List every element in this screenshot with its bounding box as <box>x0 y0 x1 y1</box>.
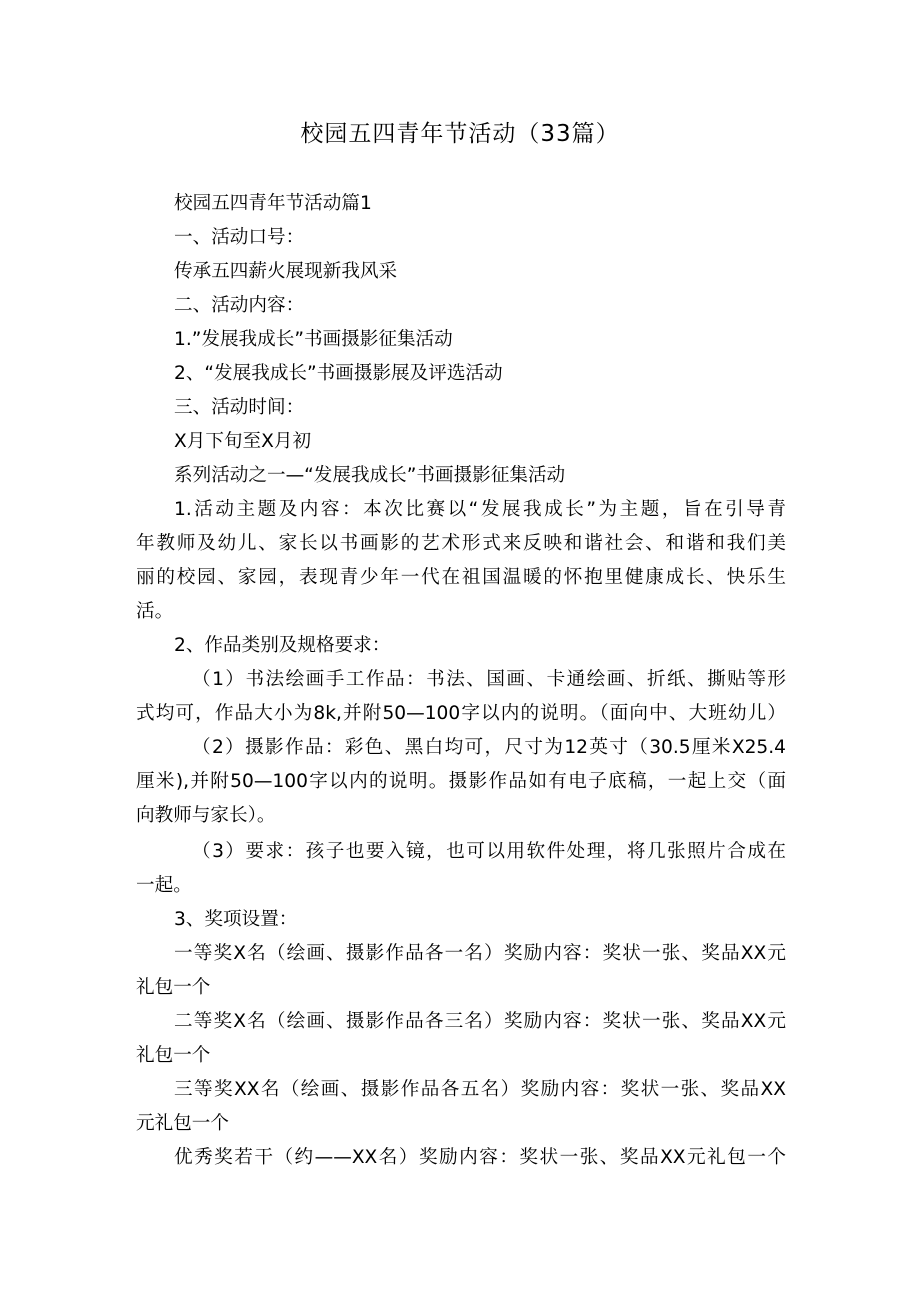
paragraph-line: 2、作品类别及规格要求： <box>174 635 391 656</box>
paragraph-line: 一等奖X名（绘画、摄影作品各一名）奖励内容：奖状一张、奖品XX元 <box>174 943 786 964</box>
paragraph-line: 1.活动主题及内容：本次比赛以“发展我成长”为主题，旨在引导青 <box>174 499 786 520</box>
paragraph-line: 二等奖X名（绘画、摄影作品各三名）奖励内容：奖状一张、奖品XX元 <box>174 1011 786 1032</box>
paragraph-line: 系列活动之一—“发展我成长”书画摄影征集活动 <box>174 465 566 486</box>
paragraph-line: 式均可，作品大小为8k,并附50—100字以内的说明。（面向中、大班幼儿） <box>136 703 786 724</box>
paragraph-line: 3、奖项设置： <box>174 909 298 930</box>
paragraph-line: 丽的校园、家园，表现青少年一代在祖国温暖的怀抱里健康成长、快乐生 <box>136 567 786 588</box>
paragraph-line: 厘米),并附50—100字以内的说明。摄影作品如有电子底稿，一起上交（面 <box>136 771 786 792</box>
paragraph-line: （1）书法绘画手工作品：书法、国画、卡通绘画、折纸、撕贴等形 <box>192 669 786 690</box>
paragraph-line: 活。 <box>136 601 174 622</box>
paragraph-line: 元礼包一个 <box>136 1113 229 1134</box>
paragraph-line: 二、活动内容： <box>174 295 305 316</box>
paragraph-line: 三等奖XX名（绘画、摄影作品各五名）奖励内容：奖状一张、奖品XX <box>174 1079 786 1100</box>
paragraph-line: 优秀奖若干（约——XX名）奖励内容：奖状一张、奖品XX元礼包一个 <box>174 1147 786 1168</box>
paragraph-line: 1.”发展我成长”书画摄影征集活动 <box>174 329 453 350</box>
paragraph-line: 年教师及幼儿、家长以书画影的艺术形式来反映和谐社会、和谐和我们美 <box>136 533 786 554</box>
paragraph-line: 礼包一个 <box>136 977 211 998</box>
paragraph-line: 向教师与家长）。 <box>136 805 276 826</box>
paragraph-line: （2）摄影作品：彩色、黑白均可，尺寸为12英寸（30.5厘米X25.4 <box>192 737 786 758</box>
paragraph-line: 一、活动口号： <box>174 227 305 248</box>
paragraph-line: 三、活动时间： <box>174 397 305 418</box>
paragraph-line: 传承五四薪火展现新我风采 <box>174 261 398 282</box>
paragraph-line: 2、“发展我成长”书画摄影展及评选活动 <box>174 363 503 384</box>
section-heading: 校园五四青年节活动篇1 <box>174 193 372 214</box>
paragraph-line: 一起。 <box>136 875 192 896</box>
document-title: 校园五四青年节活动（33篇） <box>300 121 620 147</box>
paragraph-line: 礼包一个 <box>136 1045 211 1066</box>
paragraph-line: X月下旬至X月初 <box>174 431 312 452</box>
paragraph-line: （3）要求：孩子也要入镜，也可以用软件处理，将几张照片合成在 <box>192 841 786 862</box>
